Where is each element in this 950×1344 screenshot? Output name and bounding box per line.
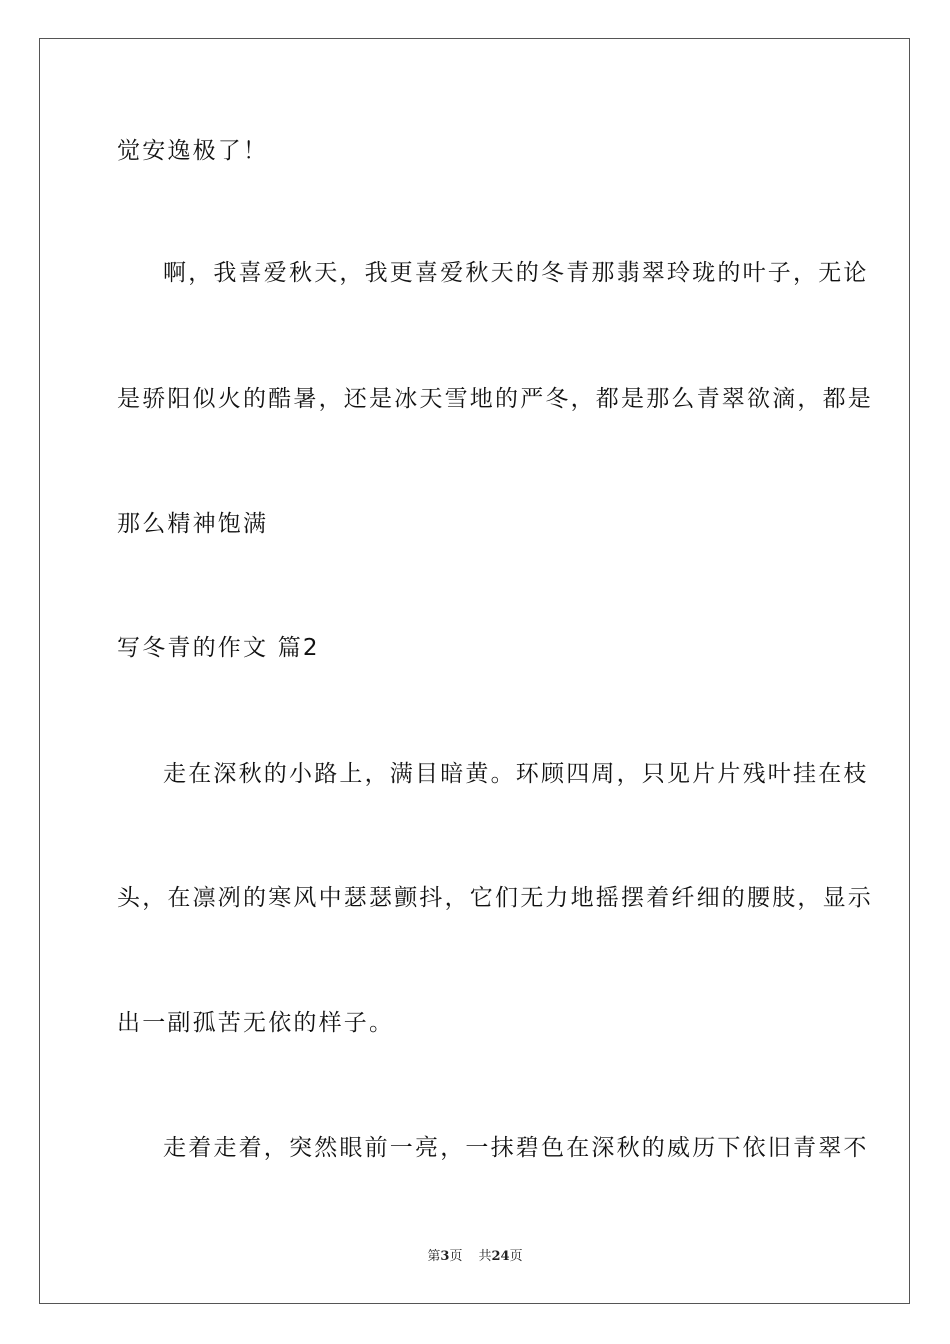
footer-page-total: 24 xyxy=(491,1249,510,1264)
page-border xyxy=(39,38,910,1304)
footer-page-prefix: 第 xyxy=(427,1249,441,1264)
footer-page-suffix: 页 xyxy=(449,1249,463,1264)
paragraph-line-6: 走在深秋的小路上，满目暗黄。环顾四周，只见片片残叶挂在枝 xyxy=(163,761,869,787)
footer-total-suffix: 页 xyxy=(509,1249,523,1264)
paragraph-line-8: 出一副孤苦无依的样子。 xyxy=(117,1010,395,1036)
page-footer xyxy=(0,1248,950,1266)
paragraph-line-7: 头，在凛冽的寒风中瑟瑟颤抖，它们无力地摇摆着纤细的腰肢，显示 xyxy=(117,885,873,911)
paragraph-line-3: 是骄阳似火的酷暑，还是冰天雪地的严冬，都是那么青翠欲滴，都是 xyxy=(117,386,873,412)
paragraph-line-9: 走着走着，突然眼前一亮，一抹碧色在深秋的威历下依旧青翠不 xyxy=(163,1135,869,1161)
text-line-1: 觉安逸极了！ xyxy=(117,138,269,164)
paragraph-line-2: 啊，我喜爱秋天，我更喜爱秋天的冬青那翡翠玲珑的叶子，无论 xyxy=(163,260,869,286)
footer-page-current: 3 xyxy=(440,1249,450,1264)
section-heading: 写冬青的作文 篇2 xyxy=(117,635,320,661)
paragraph-line-4: 那么精神饱满 xyxy=(117,511,269,537)
footer-total-prefix: 共 xyxy=(478,1249,492,1264)
